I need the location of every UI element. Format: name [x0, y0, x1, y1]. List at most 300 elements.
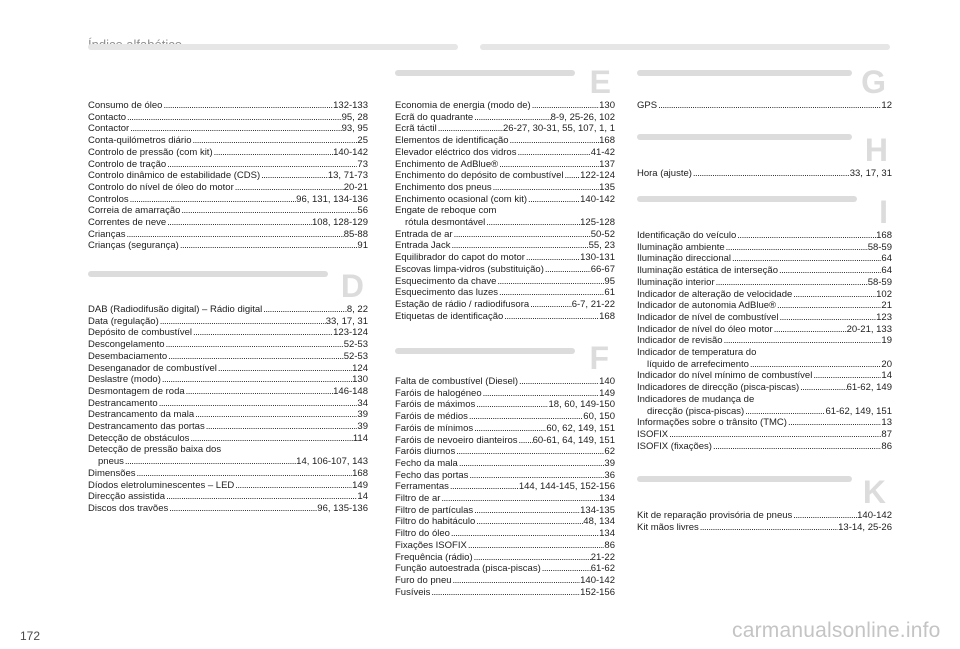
- page-number: 172: [20, 629, 41, 643]
- index-entry: [637, 277, 892, 289]
- entry-label: Deslastre (modo): [88, 374, 161, 386]
- index-entries: [637, 510, 892, 533]
- dot-leader: [161, 374, 352, 386]
- entry-pages: 14, 106-107, 143: [296, 456, 368, 468]
- entry-label: Desembaciamento: [88, 350, 168, 362]
- entry-label: Faróis de halogéneo: [395, 387, 482, 399]
- index-entry: [395, 252, 615, 264]
- section-divider: [395, 70, 575, 76]
- entry-pages: 96, 131, 134-136: [296, 193, 368, 205]
- dot-leader: [450, 528, 599, 540]
- entry-pages: 6-7, 21-22: [571, 298, 615, 310]
- dot-leader: [749, 359, 882, 371]
- section-divider: [637, 476, 852, 482]
- index-entry: [637, 417, 892, 429]
- index-entry: [395, 575, 615, 587]
- index-entry: [395, 563, 615, 575]
- dot-leader: [778, 265, 881, 277]
- index-section-d: [88, 268, 368, 515]
- dot-leader: [262, 304, 347, 316]
- entry-label: Correntes de neve: [88, 217, 167, 229]
- index-entry: [88, 147, 368, 159]
- index-entry: [637, 100, 892, 112]
- entry-label: Furo do pneu: [395, 574, 452, 586]
- dot-leader: [192, 327, 333, 339]
- dot-leader: [453, 229, 591, 241]
- index-entry: [637, 230, 892, 242]
- entry-label: Destrancamento: [88, 397, 158, 409]
- entry-label: Fixações ISOFIX: [395, 539, 467, 551]
- entry-label: Indicador do nível mínimo de combustível: [637, 370, 813, 382]
- index-section-f: [395, 340, 615, 598]
- dot-leader: [473, 505, 580, 517]
- index-entry: [395, 112, 615, 124]
- entry-label: Discos dos travões: [88, 502, 169, 514]
- entry-pages: 13: [881, 417, 892, 429]
- dot-leader: [715, 277, 868, 289]
- index-entries: [395, 100, 615, 322]
- dot-leader: [189, 433, 352, 445]
- dot-leader: [455, 446, 604, 458]
- index-entry: [88, 421, 368, 433]
- entry-pages: 60-61, 64, 149, 151: [532, 434, 615, 446]
- entry-pages: 48, 134: [583, 516, 615, 528]
- entry-pages: 73: [357, 158, 368, 170]
- index-entry: [88, 112, 368, 124]
- entry-label: Ecrã do quadrante: [395, 111, 474, 123]
- dot-leader: [179, 240, 358, 252]
- dot-leader: [194, 409, 357, 421]
- entry-pages: 125-128: [580, 217, 615, 229]
- dot-leader: [498, 287, 604, 299]
- dot-leader: [126, 229, 344, 241]
- index-entry: [395, 435, 615, 447]
- entry-label: pneus: [98, 456, 124, 468]
- index-entry: [88, 363, 368, 375]
- index-entry: [637, 335, 892, 347]
- entry-label: Controlo dinâmico de estabilidade (CDS): [88, 170, 261, 182]
- entry-pages: 168: [352, 467, 368, 479]
- dot-leader: [527, 194, 580, 206]
- header-bar-right: [480, 44, 890, 50]
- entry-label: Crianças (segurança): [88, 240, 179, 252]
- entry-label: Faróis de nevoeiro dianteiros: [395, 434, 518, 446]
- entry-label: Faróis de médios: [395, 411, 468, 423]
- index-entry: [395, 194, 615, 206]
- entry-label: Conta-quilómetros diário: [88, 135, 192, 147]
- index-entries: [637, 230, 892, 452]
- dot-leader: [129, 123, 341, 135]
- dot-leader: [440, 493, 599, 505]
- entry-label: Desmontagem de roda: [88, 385, 185, 397]
- section-letter: D: [340, 268, 364, 304]
- entry-pages: 134: [599, 528, 615, 540]
- index-entry-header: Indicadores de mudança de: [637, 393, 755, 405]
- index-entry: [88, 229, 368, 241]
- entry-label: Frequência (rádio): [395, 551, 473, 563]
- entry-pages: 140: [599, 376, 615, 387]
- index-entry: [395, 528, 615, 540]
- entry-pages: 146-148: [333, 385, 368, 397]
- index-entry: [395, 540, 615, 552]
- entry-label: Elementos de identificação: [395, 135, 509, 147]
- dot-leader: [516, 147, 590, 159]
- entry-pages: 123-124: [333, 327, 368, 339]
- dot-leader: [473, 423, 546, 435]
- entry-pages: 61-62, 149: [846, 382, 892, 394]
- index-entry: [637, 406, 892, 418]
- index-entry: [88, 159, 368, 171]
- header-bar-left: [88, 44, 458, 50]
- dot-leader: [467, 540, 605, 552]
- entry-label: Iluminação direccional: [637, 253, 731, 265]
- entry-label: Enchimento do depósito de combustível: [395, 170, 564, 182]
- section-letter: I: [879, 194, 888, 230]
- entry-pages: 140-142: [857, 510, 892, 521]
- dot-leader: [792, 289, 876, 301]
- entry-pages: 132-133: [333, 100, 368, 111]
- entry-pages: 61: [604, 287, 615, 299]
- entry-label: Descongelamento: [88, 339, 165, 351]
- dot-leader: [217, 363, 352, 375]
- section-letter: K: [862, 474, 886, 510]
- dot-leader: [205, 421, 358, 433]
- index-entry: [395, 217, 615, 229]
- index-entry: [88, 433, 368, 445]
- entry-pages: 36: [604, 469, 615, 481]
- dot-leader: [657, 100, 881, 112]
- entry-pages: 93, 95: [341, 123, 368, 135]
- entry-label: DAB (Radiodifusão digital) – Rádio digital: [88, 304, 263, 315]
- entry-pages: 140-142: [333, 146, 368, 158]
- dot-leader: [531, 100, 599, 112]
- dot-leader: [475, 399, 548, 411]
- dot-leader: [180, 205, 357, 217]
- dot-leader: [799, 382, 846, 394]
- entry-label: Iluminação estática de interseção: [637, 265, 778, 277]
- section-letter: E: [589, 64, 611, 100]
- entry-pages: 130: [352, 374, 368, 386]
- entry-label: Faróis diurnos: [395, 446, 456, 458]
- entry-pages: 19: [881, 335, 892, 347]
- entry-pages: 50-52: [590, 228, 615, 240]
- entry-label: Desenganador de combustível: [88, 362, 217, 374]
- section-header: [637, 132, 892, 168]
- section-divider: [637, 134, 852, 140]
- entry-pages: 41-42: [590, 146, 615, 158]
- index-entry: [88, 491, 368, 503]
- dot-leader: [166, 217, 312, 229]
- dot-leader: [452, 575, 581, 587]
- entry-pages: 60, 62, 149, 151: [546, 422, 615, 434]
- dot-leader: [787, 417, 881, 429]
- entry-label: Fecho da mala: [395, 457, 458, 469]
- entry-pages: 96, 135-136: [317, 502, 368, 514]
- dot-leader: [736, 230, 876, 242]
- entry-pages: 114: [352, 432, 368, 444]
- entry-pages: 20-21, 133: [846, 323, 892, 335]
- entry-label: Controlo de tração: [88, 158, 167, 170]
- section-letter: G: [861, 64, 886, 100]
- section-divider: [88, 271, 328, 277]
- entry-pages: 21: [881, 300, 892, 312]
- entry-pages: 102: [876, 288, 892, 300]
- entry-pages: 18, 60, 149-150: [548, 399, 615, 411]
- entry-label: Indicador de nível de combustível: [637, 311, 779, 323]
- watermark: carmanualsonline.info: [732, 619, 941, 642]
- entry-pages: 25: [357, 135, 368, 147]
- dot-leader: [234, 182, 344, 194]
- index-entry: [637, 441, 892, 453]
- entry-label: Esquecimento das luzes: [395, 287, 498, 299]
- index-entry: [395, 182, 615, 194]
- index-entry: [88, 503, 368, 515]
- dot-leader: [213, 147, 334, 159]
- entry-label: Escovas limpa-vidros (substituição): [395, 263, 544, 275]
- index-entry: [395, 446, 615, 458]
- index-entry: [88, 170, 368, 182]
- entry-pages: 26-27, 30-31, 55, 107, 1, 1: [503, 123, 615, 135]
- dot-leader: [792, 510, 857, 522]
- dot-leader: [450, 240, 588, 252]
- dot-leader: [449, 481, 519, 493]
- entry-pages: 21-22: [590, 551, 615, 563]
- entry-label: Elevador eléctrico dos vidros: [395, 146, 517, 158]
- entry-pages: 60, 150: [583, 411, 615, 423]
- dot-leader: [485, 217, 580, 229]
- section-header: [88, 268, 368, 304]
- dot-leader: [668, 429, 881, 441]
- dot-leader: [725, 242, 868, 254]
- entry-label: Fusíveis: [395, 586, 431, 598]
- entry-pages: 39: [357, 421, 368, 433]
- section-header: [637, 194, 892, 230]
- index-entry: [88, 468, 368, 480]
- index-entry: [637, 522, 892, 534]
- entry-label: Consumo de óleo: [88, 100, 163, 111]
- dot-leader: [468, 470, 604, 482]
- entry-label: Faróis de máximos: [395, 399, 476, 411]
- entry-label: Filtro do habitáculo: [395, 516, 476, 528]
- entry-label: GPS: [637, 100, 658, 111]
- entry-pages: 130: [599, 100, 615, 111]
- dot-leader: [167, 351, 343, 363]
- index-entry: [395, 299, 615, 311]
- section-divider: [637, 196, 857, 202]
- index-section-i: [637, 194, 892, 452]
- index-entry: [88, 386, 368, 398]
- entry-pages: 13, 71-73: [327, 170, 368, 182]
- entry-label: Ecrã táctil: [395, 123, 437, 135]
- entry-label: Função autoestrada (pisca-piscas): [395, 563, 541, 575]
- entry-pages: 108, 128-129: [312, 217, 368, 229]
- index-section-k: [637, 474, 892, 533]
- index-entry: [395, 276, 615, 288]
- section-header: [637, 474, 892, 510]
- entry-pages: 124: [352, 362, 368, 374]
- dot-leader: [234, 480, 352, 492]
- entry-label: Controlos: [88, 193, 129, 205]
- index-entry: [88, 339, 368, 351]
- index-entry: [395, 458, 615, 470]
- entry-label: Direcção assistida: [88, 491, 166, 503]
- entry-pages: 20-21: [343, 181, 368, 193]
- entry-pages: 91: [357, 240, 368, 252]
- index-entry: [88, 304, 368, 316]
- index-entry: [395, 123, 615, 135]
- section-header: [637, 64, 892, 100]
- dot-leader: [129, 194, 296, 206]
- index-entries: [637, 100, 892, 112]
- entry-pages: 149: [352, 479, 368, 491]
- entry-label: Esquecimento da chave: [395, 275, 497, 287]
- index-entry: [88, 327, 368, 339]
- dot-leader: [518, 376, 599, 388]
- entry-label: Faróis de mínimos: [395, 422, 474, 434]
- entry-label: Iluminação ambiente: [637, 241, 725, 253]
- entry-label: Hora (ajuste): [637, 168, 692, 179]
- index-entry: [637, 253, 892, 265]
- index-entries: [88, 100, 368, 252]
- entry-pages: 61-62, 149, 151: [825, 405, 892, 417]
- entry-pages: 95, 28: [341, 111, 368, 123]
- index-entry: [88, 123, 368, 135]
- entry-label: Kit de reparação provisória de pneus: [637, 510, 793, 521]
- index-entry: [88, 374, 368, 386]
- dot-leader: [437, 123, 503, 135]
- dot-leader: [136, 468, 353, 480]
- index-section-g: [637, 64, 892, 112]
- entry-pages: 13-14, 25-26: [838, 521, 892, 533]
- dot-leader: [492, 182, 599, 194]
- index-entry: [637, 289, 892, 301]
- entry-label: Indicador de alteração de velocidade: [637, 288, 793, 300]
- entry-label: Filtro do óleo: [395, 528, 450, 540]
- dot-leader: [779, 312, 877, 324]
- index-entry: [395, 423, 615, 435]
- index-entry: [395, 493, 615, 505]
- entry-pages: 14: [357, 491, 368, 503]
- entry-label: Contactor: [88, 123, 130, 135]
- entry-pages: 64: [881, 265, 892, 277]
- entry-pages: 134: [599, 493, 615, 505]
- index-entries: [395, 376, 615, 598]
- entry-label: Díodos eletroluminescentes – LED: [88, 479, 235, 491]
- entry-label: Kit mãos livres: [637, 521, 699, 533]
- entry-pages: 135: [599, 181, 615, 193]
- entry-label: Enchimento de AdBlue®: [395, 158, 499, 170]
- dot-leader: [541, 563, 591, 575]
- dot-leader: [192, 135, 358, 147]
- index-entry: [88, 194, 368, 206]
- index-entry: [395, 411, 615, 423]
- entry-pages: 66-67: [590, 263, 615, 275]
- entry-label: Economia de energia (modo de): [395, 100, 531, 111]
- entry-label: Falta de combustível (Diesel): [395, 376, 519, 387]
- entry-pages: 34: [357, 397, 368, 409]
- entry-label: Identificação do veículo: [637, 230, 737, 241]
- index-entry: [637, 359, 892, 371]
- index-entry: [637, 382, 892, 394]
- index-entry: [88, 398, 368, 410]
- dot-leader: [692, 168, 850, 180]
- entry-pages: 39: [604, 457, 615, 469]
- index-entry: [88, 316, 368, 328]
- entry-pages: 39: [357, 409, 368, 421]
- entry-pages: 64: [881, 253, 892, 265]
- entry-label: Correia de amarração: [88, 205, 181, 217]
- index-entry: [395, 516, 615, 528]
- entry-label: Enchimento ocasional (com kit): [395, 193, 527, 205]
- entry-pages: 62: [604, 446, 615, 458]
- section-divider: [395, 348, 575, 354]
- entry-pages: 8, 22: [346, 304, 368, 315]
- index-entry: [88, 240, 368, 252]
- index-entry-header: Engate de reboque com: [395, 205, 497, 217]
- index-entry: [637, 429, 892, 441]
- section-letter: F: [589, 340, 609, 376]
- index-section-e: [395, 64, 615, 322]
- index-entry: [88, 100, 368, 112]
- index-entry: [395, 100, 615, 112]
- dot-leader: [162, 100, 333, 112]
- entry-label: Indicador de revisão: [637, 335, 723, 347]
- index-entries: [637, 168, 892, 180]
- index-entry: [395, 159, 615, 171]
- entry-label: Contacto: [88, 111, 127, 123]
- index-section-h: [637, 132, 892, 180]
- entry-label: Dimensões: [88, 467, 136, 479]
- dot-leader: [475, 516, 583, 528]
- entry-pages: 52-53: [343, 339, 368, 351]
- dot-leader: [468, 411, 583, 423]
- entry-label: Enchimento dos pneus: [395, 181, 492, 193]
- dot-leader: [124, 456, 296, 468]
- index-entry: [88, 351, 368, 363]
- index-entry-header: Detecção de pressão baixa dos: [88, 444, 222, 456]
- dot-leader: [731, 253, 881, 265]
- entry-pages: 168: [599, 310, 615, 322]
- index-entry: [395, 170, 615, 182]
- entry-pages: 87: [881, 428, 892, 440]
- entry-pages: 134-135: [580, 504, 615, 516]
- entry-pages: 137: [599, 158, 615, 170]
- entry-pages: 33, 17, 31: [325, 315, 368, 327]
- entry-pages: 149: [599, 387, 615, 399]
- dot-leader: [126, 112, 342, 124]
- dot-leader: [430, 587, 580, 599]
- entry-label: Filtro de ar: [395, 493, 441, 505]
- entry-pages: 140-142: [580, 574, 615, 586]
- entry-label: Controlo de pressão (com kit): [88, 146, 213, 158]
- entry-label: Destrancamento da mala: [88, 409, 195, 421]
- entry-pages: 123: [876, 311, 892, 323]
- index-entry: [395, 135, 615, 147]
- entry-pages: 86: [881, 440, 892, 452]
- dot-leader: [744, 406, 825, 418]
- entry-pages: 58-59: [867, 276, 892, 288]
- dot-leader: [776, 300, 881, 312]
- entry-label: Depósito de combustível: [88, 327, 193, 339]
- dot-leader: [473, 552, 591, 564]
- dot-leader: [712, 441, 881, 453]
- entry-label: Detecção de obstáculos: [88, 432, 190, 444]
- entry-pages: 55, 23: [588, 240, 615, 252]
- entry-label: Etiquetas de identificação: [395, 310, 504, 322]
- entry-pages: 168: [599, 135, 615, 147]
- index-entry: [88, 205, 368, 217]
- index-entry: [395, 240, 615, 252]
